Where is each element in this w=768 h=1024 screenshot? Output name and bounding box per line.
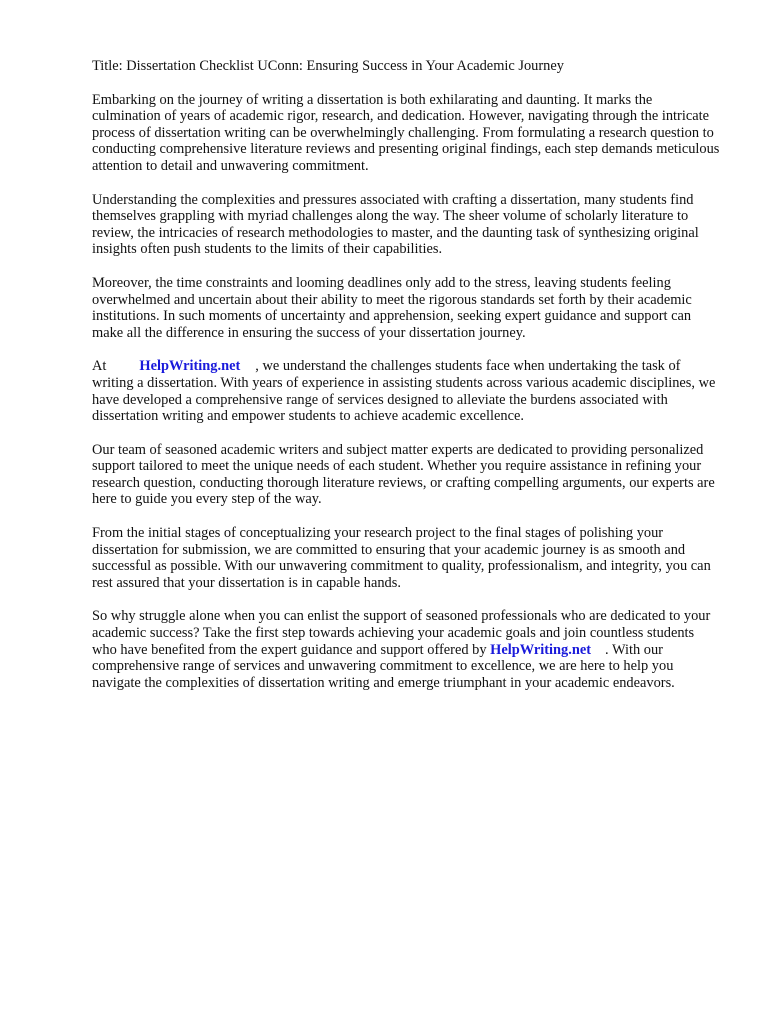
paragraph-closing-rest: . With our comprehensive range of services and unwavering commitment to excellence, we are here to help you navigate the complexities of dissertation writing and emerge triumphant in your academic endeavors. <box>92 641 675 691</box>
document-body <box>92 58 722 708</box>
paragraph-challenges: Understanding the complexities and pressures associated with crafting a dissertation, many students find themselves grappling with myriad challenges along the way. The sheer volume of scholarly literature to review, the intricacies of research methodologies to master, and the daunting task of synthesizing original insights often push students to the limits of their capabilities. <box>92 191 699 258</box>
paragraph-team: Our team of seasoned academic writers and subject matter experts are dedicated to providing personalized support tailored to meet the unique needs of each student. Whether you require assistance in refining your research question, conducting thorough literature reviews, or crafting compelling arguments, our experts are here to guide you every step of the way. <box>92 441 715 508</box>
helpwriting-link-closing[interactable]: HelpWriting.net <box>490 641 592 658</box>
paragraph-stages: From the initial stages of conceptualizing your research project to the final stages of polishing your dissertation for submission, we are committed to ensuring that your academic journey is as smooth and successful as possible. With our unwavering commitment to quality, professionalism, and integrity, you can rest assured that your dissertation is in capable hands. <box>92 525 711 591</box>
document-title: Title: Dissertation Checklist UConn: Ensuring Success in Your Academic Journey <box>92 58 564 74</box>
paragraph-closing-lead: So why struggle alone when you can enlist the support of seasoned professionals who are dedicated to your academic success? Take the first step towards achieving your academic goals and join countless students who have benefited from the expert guidance and support offered by <box>92 608 711 658</box>
paragraph-closing <box>92 608 722 691</box>
paragraph-intro: Embarking on the journey of writing a dissertation is both exhilarating and daunting. It marks the culmination of years of academic rigor, research, and dedication. However, navigating through the intricate process of dissertation writing can be overwhelmingly challenging. From formulating a research question to conducting comprehensive literature reviews and presenting original findings, each step demands meticulous attention to detail and unwavering commitment. <box>92 91 720 174</box>
paragraph-helpwriting-intro-rest: , we understand the challenges students face when undertaking the task of writing a dissertation. With years of experience in assisting students across various academic disciplines, we have developed a comprehensive range of services designed to alleviate the burdens associated with dissertation writing and empower students to achieve academic excellence. <box>92 358 716 425</box>
helpwriting-link[interactable]: HelpWriting.net <box>139 358 241 375</box>
paragraph-helpwriting-intro-lead: At <box>92 358 107 375</box>
paragraph-deadlines: Moreover, the time constraints and looming deadlines only add to the stress, leaving students feeling overwhelmed and uncertain about their ability to meet the rigorous standards set forth by their academic institutions. In such moments of uncertainty and apprehension, seeking expert guidance and support can make all the difference in ensuring the success of your dissertation journey. <box>92 274 692 341</box>
paragraph-helpwriting-intro <box>92 358 722 424</box>
